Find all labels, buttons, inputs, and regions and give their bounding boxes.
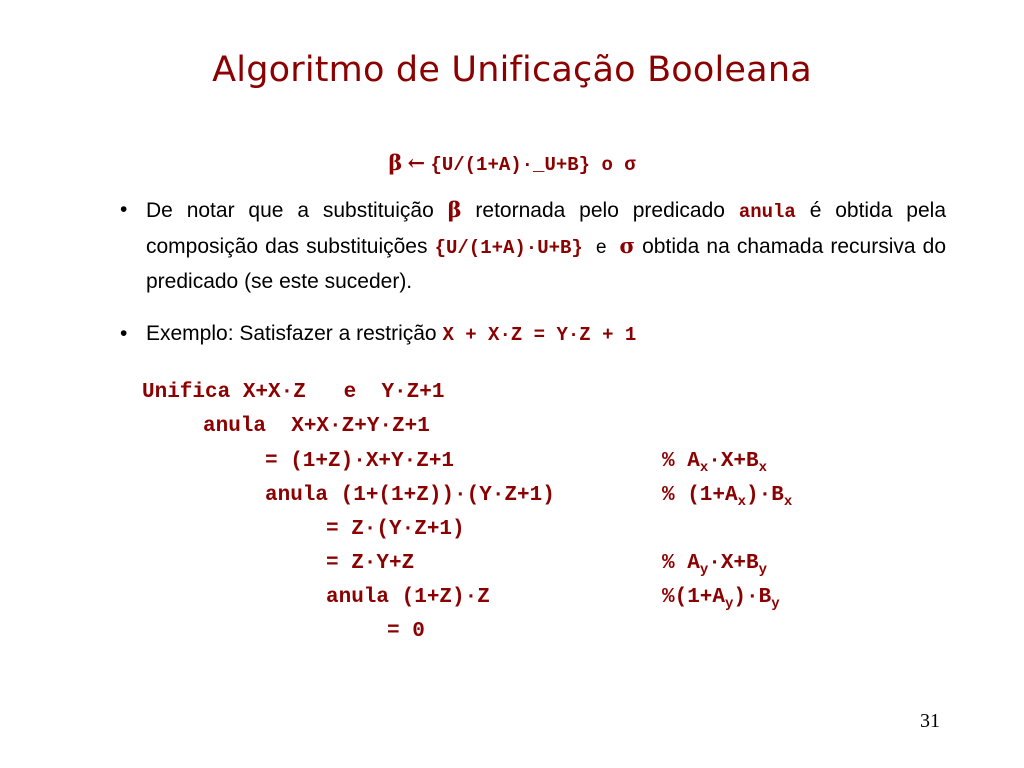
trace-line: = Z·(Y·Z+1) <box>326 518 465 541</box>
comment-text: % (1+A <box>662 484 738 507</box>
comment-text: )·B <box>746 484 784 507</box>
text-segment: retornada pelo predicado <box>461 199 739 222</box>
comment-text: ·X+B <box>708 450 759 473</box>
text-segment: De notar que a substituição <box>146 199 448 222</box>
substitution-expression: {U/(1+A)·U+B} <box>434 237 583 259</box>
slide-title: Algoritmo de Unificação Booleana <box>212 50 812 90</box>
trace-line: anula X+X·Z+Y·Z+1 <box>203 415 430 438</box>
comment-subscript: x <box>758 460 768 476</box>
trace-line: Unifica X+X·Z e Y·Z+1 <box>142 381 445 404</box>
comment-subscript: y <box>725 596 734 612</box>
comment-subscript: x <box>783 494 793 510</box>
comment-text: ·X+B <box>708 552 759 575</box>
predicate-name: anula <box>738 201 796 223</box>
trace-comment <box>662 446 767 478</box>
bullet-text <box>146 317 946 352</box>
comment-text: )·B <box>733 586 772 609</box>
comment-text: % A <box>662 450 700 473</box>
bullet-marker: • <box>120 198 128 221</box>
trace-line: = Z·Y+Z <box>326 552 415 575</box>
comment-subscript: x <box>699 460 709 476</box>
bullet-text <box>146 193 946 299</box>
trace-line: anula (1+Z)·Z <box>326 586 490 609</box>
beta-symbol: β <box>447 197 462 222</box>
bullet-composition-note <box>120 193 946 299</box>
left-arrow-icon: ← <box>407 150 426 175</box>
trace-comment <box>662 582 780 614</box>
conjunction-text: e <box>582 237 620 259</box>
comment-text: %(1+A <box>662 586 726 609</box>
sigma-symbol: σ <box>619 233 636 258</box>
text-segment: é obtida pela composição das substituições <box>146 199 947 258</box>
trace-line: = (1+Z)·X+Y·Z+1 <box>265 450 455 473</box>
beta-assignment-formula <box>0 150 1024 176</box>
comment-subscript: x <box>737 494 747 510</box>
page-number: 31 <box>920 710 940 732</box>
trace-comment <box>662 548 767 580</box>
constraint-expression: X + X·Z = Y·Z + 1 <box>442 324 637 346</box>
formula-expression: {U/(1+A)·_U+B} o σ <box>430 154 636 176</box>
trace-line: anula (1+(1+Z))·(Y·Z+1) <box>265 484 555 507</box>
comment-subscript: y <box>771 596 780 612</box>
text-segment: Exemplo: Satisfazer a restrição <box>146 322 443 345</box>
trace-comment <box>662 480 792 512</box>
comment-subscript: y <box>699 562 709 578</box>
beta-symbol: β <box>388 150 403 175</box>
trace-line: = 0 <box>387 620 425 643</box>
comment-text: % A <box>662 552 700 575</box>
bullet-marker: • <box>120 322 128 345</box>
text-segment: obtida na chamada recursiva do predicado (se este suceder). <box>146 235 946 293</box>
bullet-example <box>120 317 946 352</box>
comment-subscript: y <box>758 562 768 578</box>
